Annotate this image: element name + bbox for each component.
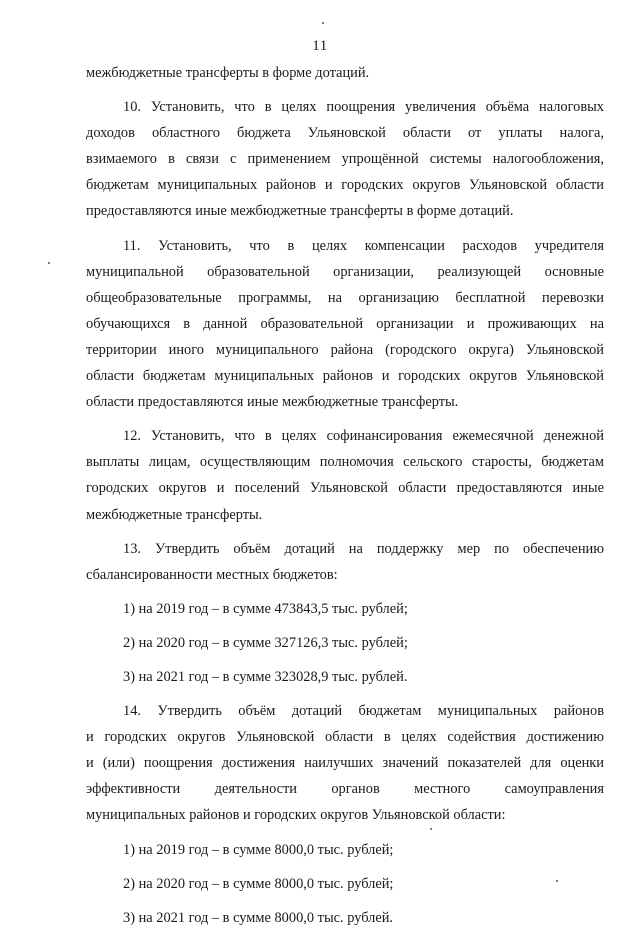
paragraph-line: области бюджетам муниципальных районов и городских округов Ульяновской bbox=[86, 368, 604, 385]
scan-speck bbox=[556, 880, 558, 882]
paragraph-12 bbox=[86, 423, 604, 527]
list-item: 3) на 2021 год – в сумме 323028,9 тыс. рублей. bbox=[123, 668, 408, 685]
paragraph-line: 13. Утвердить объём дотаций на поддержку мер по обеспечению bbox=[123, 540, 604, 557]
paragraph-line: доходов областного бюджета Ульяновской области от уплаты налога, bbox=[86, 125, 604, 142]
list-item: 1) на 2019 год – в сумме 473843,5 тыс. рублей; bbox=[123, 600, 408, 617]
list-item: 3) на 2021 год – в сумме 8000,0 тыс. рублей. bbox=[123, 909, 394, 926]
paragraph-line: обучающихся в данной образовательной организации и проживающих на bbox=[86, 315, 604, 332]
paragraph-line: общеобразовательные программы, на организацию бесплатной перевозки bbox=[86, 289, 604, 306]
paragraph-line: 14. Утвердить объём дотаций бюджетам муниципальных районов bbox=[123, 703, 604, 720]
paragraph-line: и городских округов Ульяновской области в целях содействия достижению bbox=[86, 729, 604, 746]
paragraph-10 bbox=[86, 94, 604, 224]
paragraph-13 bbox=[86, 536, 604, 690]
paragraph-line: выплаты лицам, осуществляющим полномочия сельского старосты, бюджетам bbox=[86, 454, 604, 471]
intro-line: межбюджетные трансферты в форме дотаций. bbox=[86, 65, 370, 81]
paragraph-line: бюджетам муниципальных районов и городских округов Ульяновской области bbox=[86, 177, 604, 194]
list-item: 2) на 2020 год – в сумме 8000,0 тыс. рублей; bbox=[123, 875, 394, 892]
paragraph-line: 11. Установить, что в целях компенсации расходов учредителя bbox=[123, 237, 604, 254]
document-body bbox=[86, 60, 604, 931]
paragraph-line: эффективности деятельности органов местного самоуправления bbox=[86, 781, 604, 798]
paragraph-line: муниципальной образовательной организации, реализующей основные bbox=[86, 263, 604, 280]
paragraph-line: и (или) поощрения достижения наилучших значений показателей для оценки bbox=[86, 755, 604, 772]
paragraph-line: территории иного муниципального района (городского округа) Ульяновской bbox=[86, 341, 604, 358]
paragraph-14 bbox=[86, 698, 604, 931]
paragraph-line: 10. Установить, что в целях поощрения увеличения объёма налоговых bbox=[123, 99, 604, 116]
paragraph-line: муниципальных районов и городских округов Ульяновской области: bbox=[86, 807, 506, 824]
paragraph-line: области предоставляются иные межбюджетные трансферты. bbox=[86, 394, 459, 411]
paragraph-line: 12. Установить, что в целях софинансирования ежемесячной денежной bbox=[123, 428, 604, 445]
paragraph-line: предоставляются иные межбюджетные трансферты в форме дотаций. bbox=[86, 203, 514, 220]
paragraph-line: межбюджетные трансферты. bbox=[86, 506, 263, 523]
scan-speck bbox=[430, 828, 432, 830]
list-item: 2) на 2020 год – в сумме 327126,3 тыс. рублей; bbox=[123, 634, 408, 651]
page-number: 11 bbox=[312, 38, 328, 54]
paragraph-11 bbox=[86, 233, 604, 416]
paragraph-line: сбалансированности местных бюджетов: bbox=[86, 566, 338, 583]
paragraph-line: взимаемого в связи с применением упрощённой системы налогообложения, bbox=[86, 151, 604, 168]
paragraph-line: городских округов и поселений Ульяновской области предоставляются иные bbox=[86, 480, 604, 497]
scan-speck bbox=[48, 262, 50, 264]
scan-speck bbox=[322, 22, 324, 24]
list-item: 1) на 2019 год – в сумме 8000,0 тыс. рублей; bbox=[123, 841, 394, 858]
